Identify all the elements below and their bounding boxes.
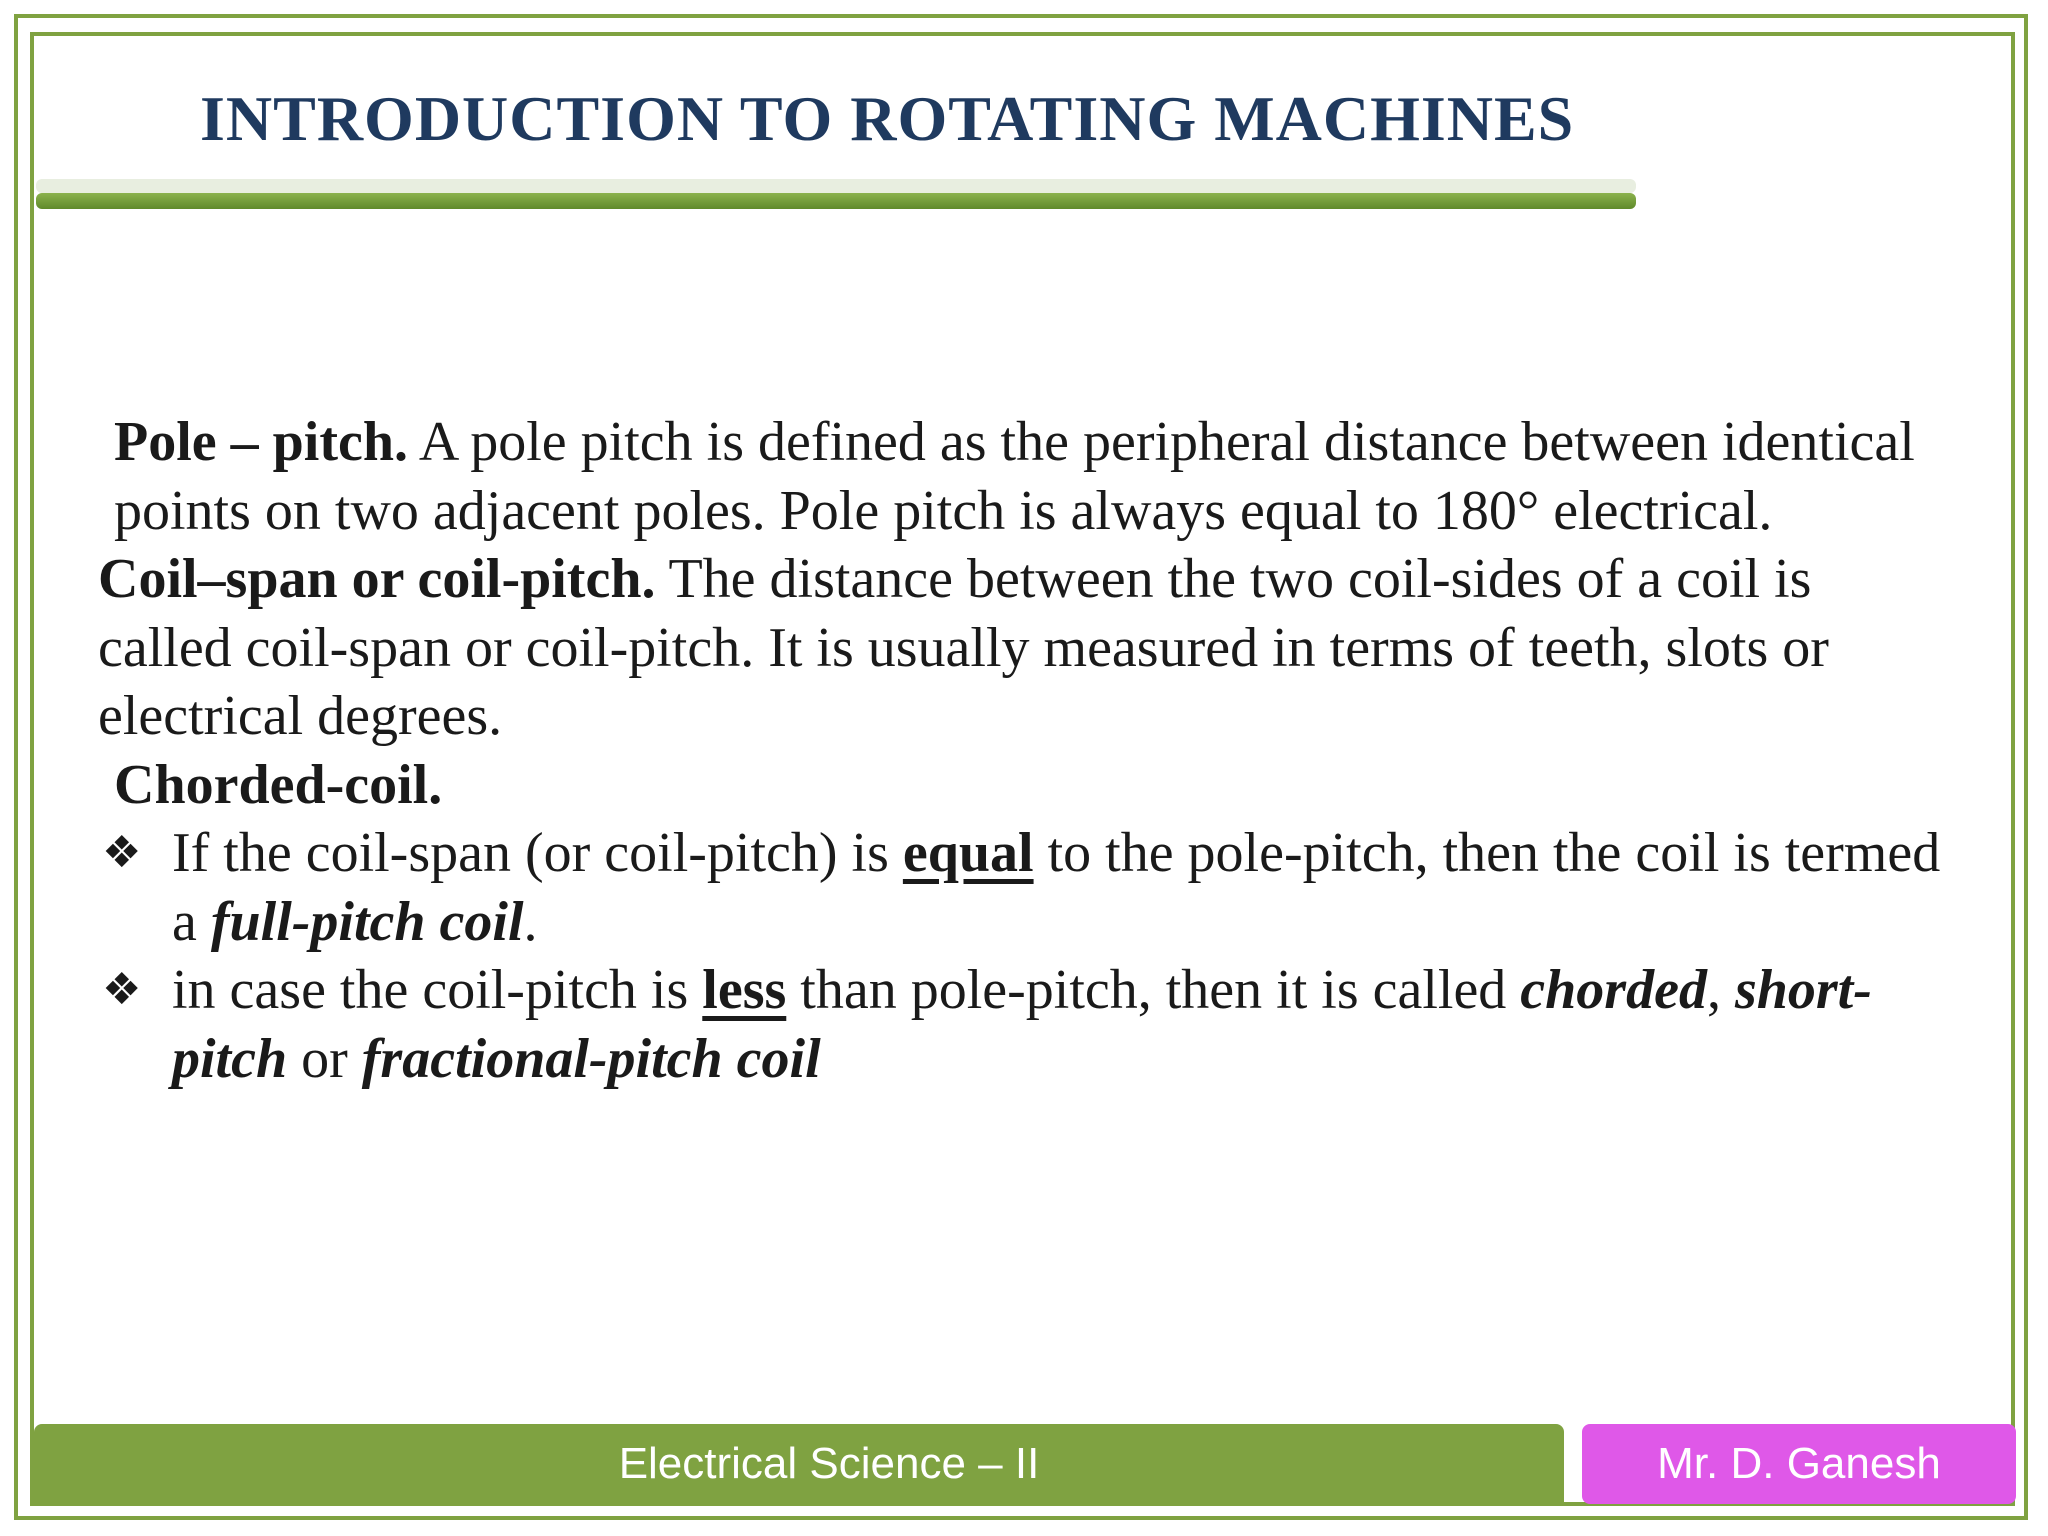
title-underline-bar: [36, 193, 1636, 209]
term-fractional-pitch-coil: fractional-pitch coil: [361, 1027, 821, 1090]
term-short-pitch: short-pitch: [172, 959, 1872, 1090]
slide-content: [98, 408, 1958, 1093]
bullet-chorded: ❖ in case the coil-pitch is less than pole-pitch, then it is called chorded, short-pitch or fractional-pitch coil: [98, 956, 1958, 1093]
footer-course-bar: [34, 1424, 1564, 1504]
pole-pitch-text: A pole pitch is defined as the peripheral distance between identical points on two adjacent poles. Pole pitch is always equal to 180° electrical.: [114, 411, 1915, 542]
slide-title: INTRODUCTION TO ROTATING MACHINES: [200, 83, 1575, 154]
chorded-coil-term: Chorded-coil.: [114, 753, 443, 816]
pole-pitch-paragraph: [98, 408, 1958, 545]
coil-span-paragraph: [98, 545, 1958, 751]
coil-span-term: Coil–span or coil-pitch.: [98, 548, 656, 610]
title-underline-highlight: [36, 179, 1636, 193]
footer-author-box: [1582, 1424, 2016, 1504]
chorded-coil-heading: [98, 751, 1958, 820]
footer-course-name: Electrical Science – II: [618, 1439, 1040, 1488]
emphasis-equal: equal: [902, 822, 1034, 884]
pole-pitch-term: Pole – pitch.: [114, 411, 408, 473]
bullet-full-pitch: ❖ If the coil-span (or coil-pitch) is equal to the pole-pitch, then the coil is termed a full-pitch coil.: [98, 819, 1958, 956]
coil-span-text: The distance between the two coil-sides of a coil is called coil-span or coil-pitch. It is usually measured in terms of teeth, slots or electrical degrees.: [98, 548, 1829, 747]
four-diamond-icon: ❖: [102, 827, 142, 878]
footer-author-name: Mr. D. Ganesh: [1657, 1439, 1941, 1488]
term-chorded: chorded: [1520, 959, 1707, 1021]
four-diamond-icon: ❖: [102, 964, 142, 1015]
emphasis-less: less: [702, 959, 787, 1021]
term-full-pitch-coil: full-pitch coil: [210, 890, 524, 953]
